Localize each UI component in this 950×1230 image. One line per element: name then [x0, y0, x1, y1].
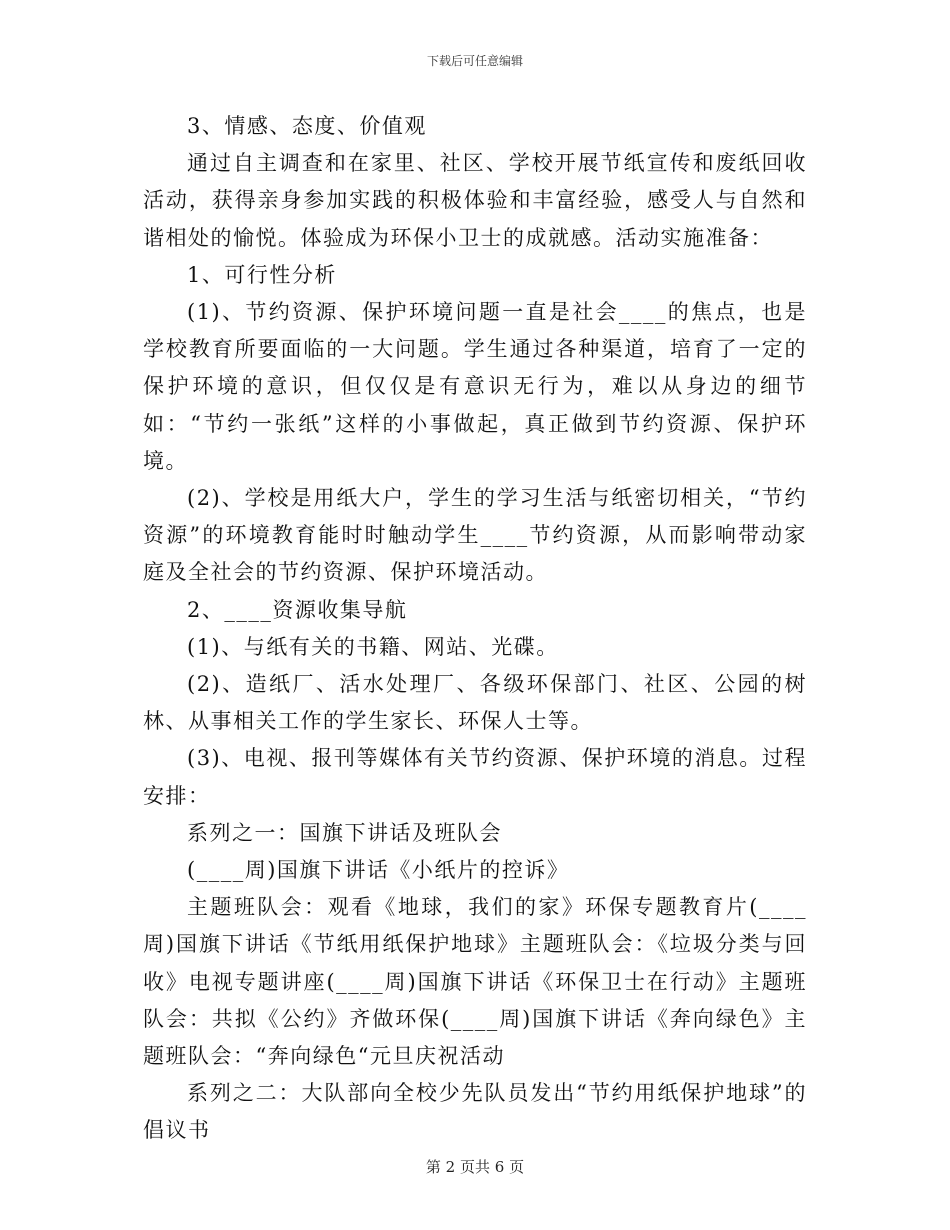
paragraph-series-one-details: 主题班队会：观看《地球，我们的家》环保专题教育片(____周)国旗下讲话《节纸用纸保护地球》主题班队会：《垃圾分类与回收》电视专题讲座(____周)国旗下讲话《环保卫士在行动》主题班队会：共拟《公约》齐做环保(____周)国旗下讲话《奔向绿色》主题班队会：“奔向绿色“元旦庆祝活动	[143, 895, 807, 1069]
list-item-resource-3: (3)、电视、报刊等媒体有关节约资源、保护环境的消息。过程安排：	[143, 746, 807, 808]
paragraph-feasibility-1: (1)、节约资源、保护环境问题一直是社会____的焦点，也是学校教育所要面临的一大问题。学生通过各种渠道，培育了一定的保护环境的意识，但仅仅是有意识无行为，难以从身边的细节如：“节约一张纸”这样的小事做起，真正做到节约资源、保护环境。	[143, 300, 807, 473]
paragraph-series-one-week: (____周)国旗下讲话《小纸片的控诉》	[187, 858, 570, 883]
heading-resource-guide: 2、____资源收集导航	[187, 597, 408, 622]
page-footer: 第 2 页共 6 页	[425, 1158, 525, 1176]
heading-values: 3、情感、态度、价值观	[187, 114, 427, 138]
paragraph-values-body: 通过自主调查和在家里、社区、学校开展节纸宣传和废纸回收活动，获得亲身参加实践的积极体验和丰富经验，感受人与自然和谐相处的愉悦。体验成为环保小卫士的成就感。活动实施准备：	[143, 151, 807, 250]
document-body	[143, 108, 807, 1150]
page-header: 下载后可任意编辑	[426, 54, 523, 68]
heading-feasibility: 1、可行性分析	[187, 262, 337, 287]
heading-series-one: 系列之一：国旗下讲话及班队会	[187, 820, 502, 845]
paragraph-series-two: 系列之二：大队部向全校少先队员发出“节约用纸保护地球”的倡议书	[143, 1081, 807, 1143]
paragraph-feasibility-2: (2)、学校是用纸大户，学生的学习生活与纸密切相关，“节约资源”的环境教育能时时触动学生____节约资源，从而影响带动家庭及全社会的节约资源、保护环境活动。	[143, 486, 807, 585]
list-item-resource-1: (1)、与纸有关的书籍、网站、光碟。	[187, 634, 559, 659]
list-item-resource-2: (2)、造纸厂、活水处理厂、各级环保部门、社区、公园的树林、从事相关工作的学生家长、环保人士等。	[143, 672, 807, 734]
